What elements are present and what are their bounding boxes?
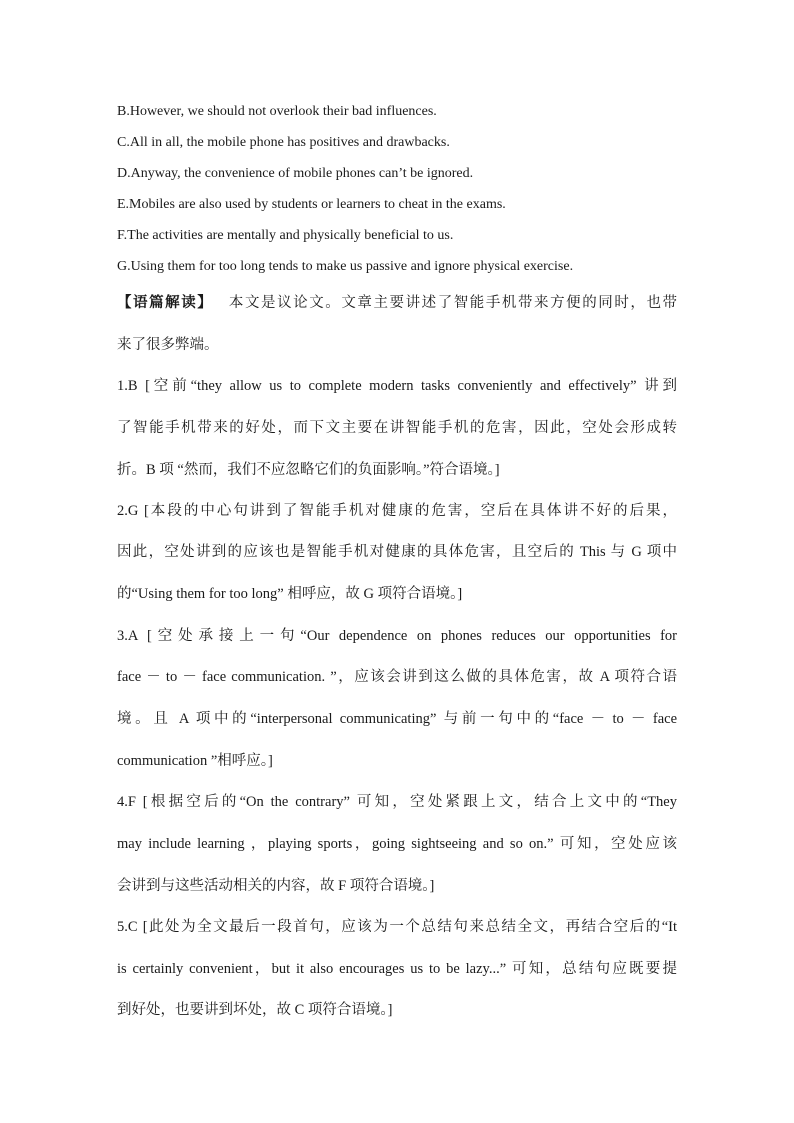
answer-2-line-1: 2.G [本段的中心句讲到了智能手机对健康的危害，空后在具体讲不好的后果， [117,503,677,519]
option-b: B.However, we should not overlook their bad influences. [117,104,437,119]
answer-2-line-2: 因此，空处讲到的应该也是智能手机对健康的具体危害，且空后的 This 与 G 项中 [117,544,677,560]
answer-5-line-3: 到好处，也要讲到坏处，故 C 项符合语境。] [117,1002,393,1018]
summary-text-1: 本文是议论文。文章主要讲述了智能手机带来方便的同时，也带 [228,295,678,311]
answer-4-line-2: may include learning ，playing sports，going sightseeing and so on.” 可知，空处应该 [117,836,677,852]
option-e: E.Mobiles are also used by students or learners to cheat in the exams. [117,197,506,212]
answer-5-line-1: 5.C [此处为全文最后一段首句，应该为一个总结句来总结全文，再结合空后的“It [117,919,677,935]
option-c: C.All in all, the mobile phone has positives and drawbacks. [117,135,450,150]
answer-3-line-3: 境。且 A 项中的“interpersonal communicating” 与前一句中的“face － to － face [117,711,677,727]
answer-1-line-2: 了智能手机带来的好处，而下文主要在讲智能手机的危害，因此，空处会形成转 [117,420,677,436]
answer-3-line-2: face － to － face communication. ”，应该会讲到这么做的具体危害，故 A 项符合语 [117,669,677,685]
answer-4-line-1: 4.F [根据空后的“On the contrary” 可知，空处紧跟上文，结合上文中的“They [117,794,677,810]
summary-line-2: 来了很多弊端。 [117,337,219,353]
answer-3-line-1: 3.A [空处承接上一句“Our dependence on phones reduces our opportunities for [117,628,677,644]
summary-line-1 [117,294,677,312]
option-g: G.Using them for too long tends to make us passive and ignore physical exercise. [117,259,574,274]
answer-2-line-3: 的“Using them for too long” 相呼应，故 G 项符合语境。] [117,586,463,602]
answer-5-line-2: is certainly convenient，but it also encourages us to be lazy...” 可知，总结句应既要提 [117,961,677,977]
option-d: D.Anyway, the convenience of mobile phones can’t be ignored. [117,166,474,181]
answer-1-line-1: 1.B [空前“they allow us to complete modern tasks conveniently and effectively” 讲到 [117,378,677,394]
summary-label: 【语篇解读】 [117,295,214,311]
answer-4-line-3: 会讲到与这些活动相关的内容，故 F 项符合语境。] [117,878,435,894]
answer-3-line-4: communication ”相呼应。] [117,753,273,769]
answer-1-line-3: 折。B 项 “然而，我们不应忽略它们的负面影响。”符合语境。] [117,462,500,478]
option-f: F.The activities are mentally and physically beneficial to us. [117,228,454,243]
